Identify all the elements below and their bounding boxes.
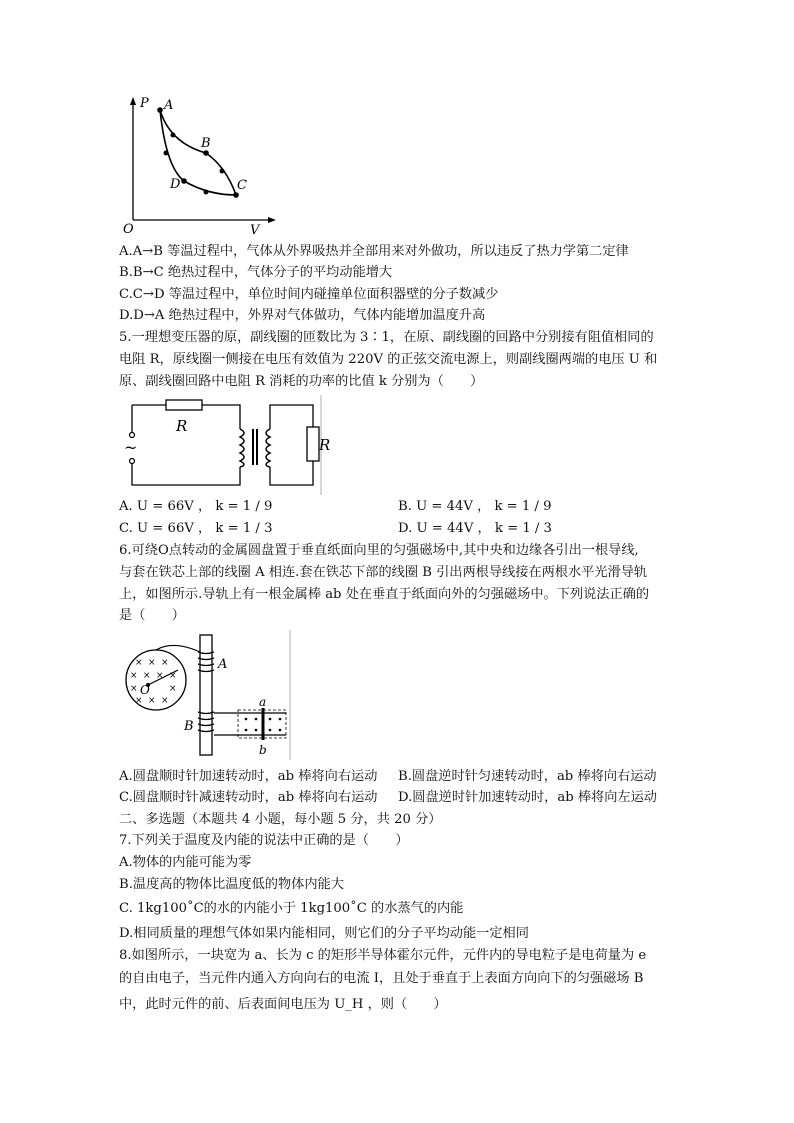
q7-stem: 7.下列关于温度及内能的说法中正确的是（ ） [119,833,409,848]
q8-stem-line-3: 中，此时元件的前、后表面间电压为 U_H ，则（ ） [119,997,447,1012]
secondary-resistor-label: R [319,436,331,454]
q6-option-d: D.圆盘逆时针加速转动时，ab 棒将向左运动 [398,790,657,805]
rod-a-label: a [259,695,267,709]
primary-resistor-label: R [176,417,188,435]
svg-text:×: × [161,696,169,706]
q6-option-a: A.圆盘顺时针加速转动时，ab 棒将向右运动 [119,769,378,784]
q5-option-a: A. U = 66V ， k = 1 / 9 [119,499,273,514]
q5-stem-line-1: 5.一理想变压器的原，副线圈的匝数比为 3∶1，在原、副线圈的回路中分别接有阻值相同的 [119,330,654,345]
q8-stem-line-2: 的自由电子，当元件内通入方向向右的电流 I，且处于垂直于上表面方向向下的匀强磁场 B [119,971,644,986]
svg-text:×: × [143,671,151,681]
curve-dot [204,190,209,195]
q6-stem-line-2: 与套在铁芯上部的线圈 A 相连.套在铁芯下部的线圈 B 引出两根导线接在两根水平光滑导轨 [119,565,648,580]
ac-source-symbol: ~ [124,438,138,457]
q5-stem-line-2: 电阻 R，原线圈一侧接在电压有效值为 220V 的正弦交流电源上，则副线圈两端的电压 U 和 [119,352,658,367]
svg-text:×: × [135,696,143,706]
curve-dot [164,151,169,156]
q7-option-c: C. 1kg100˚C的水的内能小于 1kg100˚C 的水蒸气的内能 [119,901,464,916]
curve-dot [220,169,225,174]
v-axis-arrow-icon [268,217,276,223]
point-b-dot [203,150,209,156]
point-a-label: A [164,98,174,113]
origin-label: O [123,222,134,237]
svg-text:×: × [148,658,156,668]
svg-text:×: × [161,658,169,668]
svg-text:×: × [130,684,138,694]
q7-option-d: D.相同质量的理想气体如果内能相同，则它们的分子平均动能一定相同 [119,926,529,941]
q6-stem-line-1: 6.可绕O点转动的金属圆盘置于垂直纸面向里的匀强磁场中,其中央和边缘各引出一根导线, [119,543,639,558]
svg-text:×: × [156,671,164,681]
q7-option-b: B.温度高的物体比温度低的物体内能大 [119,877,344,892]
svg-text:×: × [148,696,156,706]
pv-diagram [118,95,278,238]
q6-option-c: C.圆盘顺时针减速转动时，ab 棒将向右运动 [119,790,378,805]
q4-option-b: B.B→C 绝热过程中，气体分子的平均动能增大 [119,265,393,280]
v-axis-label: V [250,223,260,238]
coil-a-label: A [218,657,228,672]
q7-option-a: A.物体的内能可能为零 [119,855,252,870]
secondary-coil [266,429,270,467]
svg-text:×: × [169,671,177,681]
q4-option-a: A.A→B 等温过程中，气体从外界吸热并全部用来对外做功，所以违反了热力学第二定律 [119,244,629,259]
point-d-dot [181,178,187,184]
q6-option-b: B.圆盘逆时针匀速转动时，ab 棒将向右运动 [398,769,657,784]
primary-coil [240,429,244,467]
q5-option-b: B. U = 44V ， k = 1 / 9 [398,499,552,514]
q4-option-d: D.D→A 绝热过程中，外界对气体做功，气体内能增加温度升高 [119,308,486,323]
svg-text:×: × [130,671,138,681]
q5-option-c: C. U = 66V ， k = 1 / 3 [119,521,273,536]
disk-center-label: O [140,683,150,697]
p-axis-arrow-icon [130,97,136,105]
disk-rail-figure [118,630,298,760]
transformer-circuit [118,395,331,495]
q5-stem-line-3: 原、副线圈回路中电阻 R 消耗的功率的比值 k 分别为（ ） [119,374,484,389]
section-2-heading: 二、多选题（本题共 4 小题，每小题 5 分，共 20 分） [119,812,442,827]
rod-b-label: b [259,743,267,757]
coil-b-label: B [184,719,194,734]
q5-option-d: D. U = 44V ， k = 1 / 3 [398,521,552,536]
p-axis-label: P [140,96,149,111]
terminal-bottom [130,459,135,464]
point-a-dot [157,107,163,113]
q4-option-c: C.C→D 等温过程中，单位时间内碰撞单位面积器壁的分子数减少 [119,287,499,302]
q8-stem-line-1: 8.如图所示，一块宽为 a、长为 c 的矩形半导体霍尔元件，元件内的导电粒子是电荷量为 e [119,948,647,963]
svg-text:×: × [135,658,143,668]
curve-dot [171,133,176,138]
point-c-dot [233,192,239,198]
point-b-label: B [201,136,211,151]
q6-stem-line-4: 是（ ） [119,608,185,623]
terminal-top [130,433,135,438]
point-c-label: C [237,178,247,193]
point-d-label: D [170,177,181,192]
svg-text:×: × [169,684,177,694]
secondary-resistor [307,427,319,461]
q6-stem-line-3: 上，如图所示.导轨上有一根金属棒 ab 处在垂直于纸面向外的匀强磁场中。下列说法正确的 [119,587,650,602]
primary-resistor [166,400,202,410]
